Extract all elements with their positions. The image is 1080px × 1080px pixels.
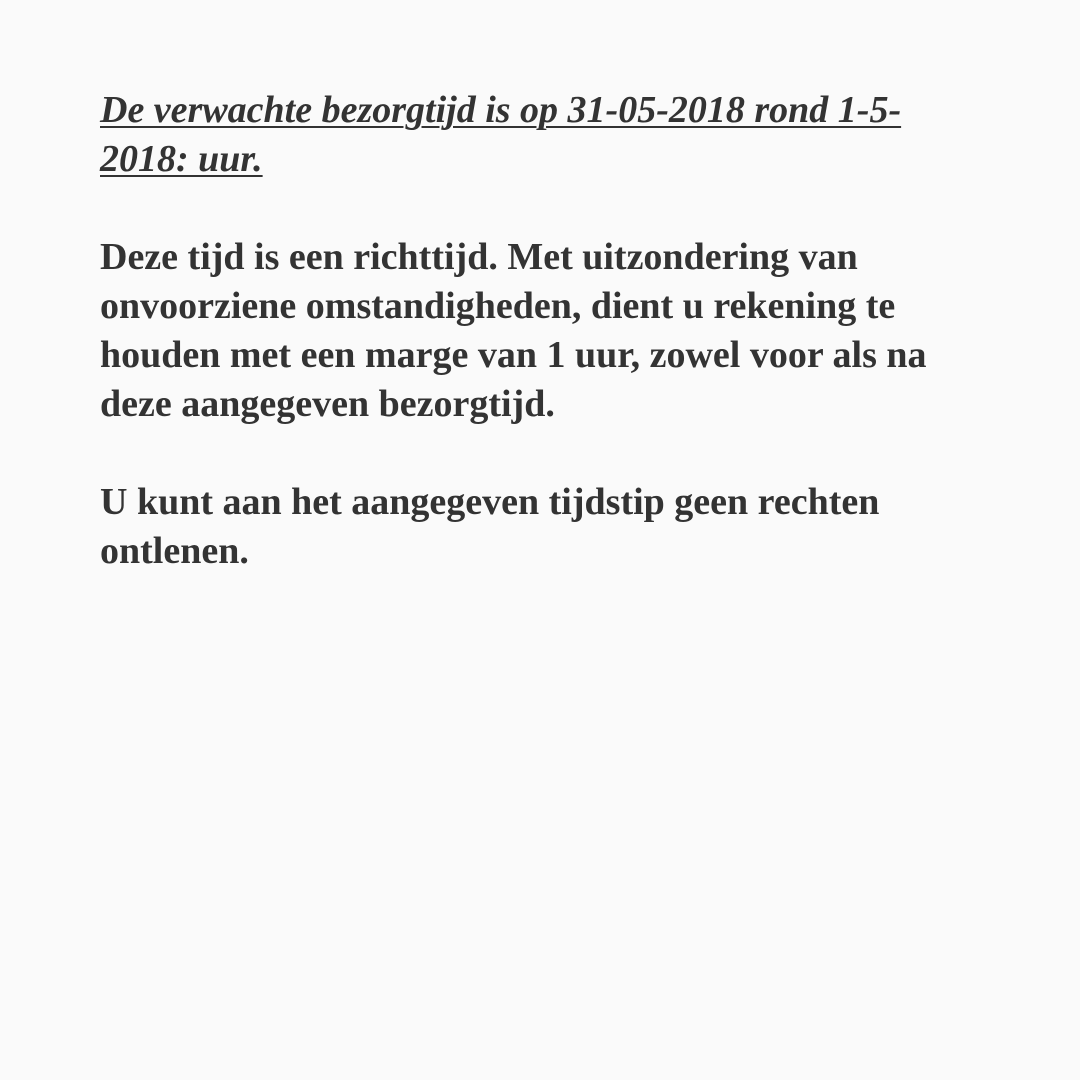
message-body (100, 86, 960, 576)
margin-notice-paragraph: Deze tijd is een richttijd. Met uitzondering van onvoorziene omstandigheden, dient u rekening te houden met een marge van 1 uur, zowel voor als na deze aangegeven bezorgtijd. (100, 236, 927, 425)
disclaimer-paragraph: U kunt aan het aangegeven tijdstip geen rechten ontlenen. (100, 481, 880, 572)
delivery-time-heading: De verwachte bezorgtijd is op 31-05-2018 rond 1-5-2018: uur. (100, 89, 902, 180)
